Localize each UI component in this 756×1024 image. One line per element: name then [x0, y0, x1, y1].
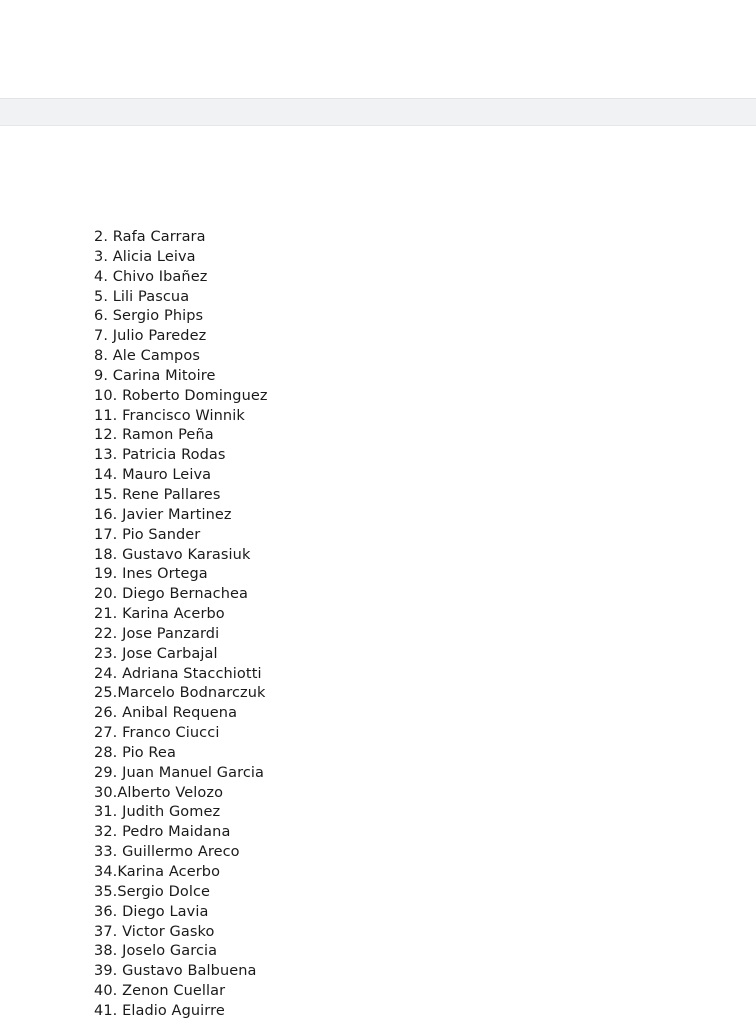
list-item: 41. Eladio Aguirre — [94, 1002, 225, 1019]
document-page — [0, 126, 756, 1024]
list-item: 32. Pedro Maidana — [94, 824, 231, 841]
list-item: 16. Javier Martinez — [94, 506, 232, 523]
list-item: 15. Rene Pallares — [94, 486, 221, 503]
list-item: 10. Roberto Dominguez — [94, 387, 268, 404]
list-item: 21. Karina Acerbo — [94, 606, 225, 623]
list-item: 4. Chivo Ibañez — [94, 268, 208, 285]
list-item: 33. Guillermo Areco — [94, 844, 240, 861]
list-item: 38. Joselo Garcia — [94, 943, 218, 960]
list-item: 27. Franco Ciucci — [94, 725, 220, 742]
list-item: 34.Karina Acerbo — [94, 864, 221, 880]
list-item: 30.Alberto Velozo — [94, 784, 224, 801]
list-item: 18. Gustavo Karasiuk — [94, 546, 251, 563]
list-item: 2. Rafa Carrara — [94, 229, 206, 245]
list-item: 9. Carina Mitoire — [94, 367, 216, 384]
list-item: 35.Sergio Dolce — [94, 883, 211, 900]
list-item: 5. Lili Pascua — [94, 288, 190, 305]
list-item: 7. Julio Paredez — [94, 328, 207, 345]
toolbar-band — [0, 98, 756, 126]
list-item: 19. Ines Ortega — [94, 566, 208, 583]
list-item: 20. Diego Bernachea — [94, 586, 248, 603]
list-item: 39. Gustavo Balbuena — [94, 963, 257, 980]
list-item: 11. Francisco Winnik — [94, 407, 245, 424]
list-item: 3. Alicia Leiva — [94, 248, 196, 265]
list-item: 22. Jose Panzardi — [94, 625, 220, 642]
list-item: 24. Adriana Stacchiotti — [94, 665, 262, 682]
list-item: 23. Jose Carbajal — [94, 645, 218, 662]
list-item: 8. Ale Campos — [94, 348, 200, 365]
list-item: 6. Sergio Phips — [94, 308, 204, 325]
list-item: 36. Diego Lavia — [94, 903, 209, 920]
list-item: 28. Pio Rea — [94, 744, 176, 761]
list-item: 12. Ramon Peña — [94, 427, 214, 444]
top-blank-area — [0, 0, 756, 98]
names-list — [94, 228, 268, 1022]
list-item: 17. Pio Sander — [94, 526, 201, 543]
list-item: 40. Zenon Cuellar — [94, 983, 226, 1000]
list-item: 25.Marcelo Bodnarczuk — [94, 685, 266, 702]
list-item: 14. Mauro Leiva — [94, 467, 212, 484]
list-item: 26. Anibal Requena — [94, 705, 238, 722]
list-item: 37. Victor Gasko — [94, 923, 215, 940]
list-item: 29. Juan Manuel Garcia — [94, 764, 265, 781]
list-item: 31. Judith Gomez — [94, 804, 221, 821]
list-item: 13. Patricia Rodas — [94, 447, 226, 464]
